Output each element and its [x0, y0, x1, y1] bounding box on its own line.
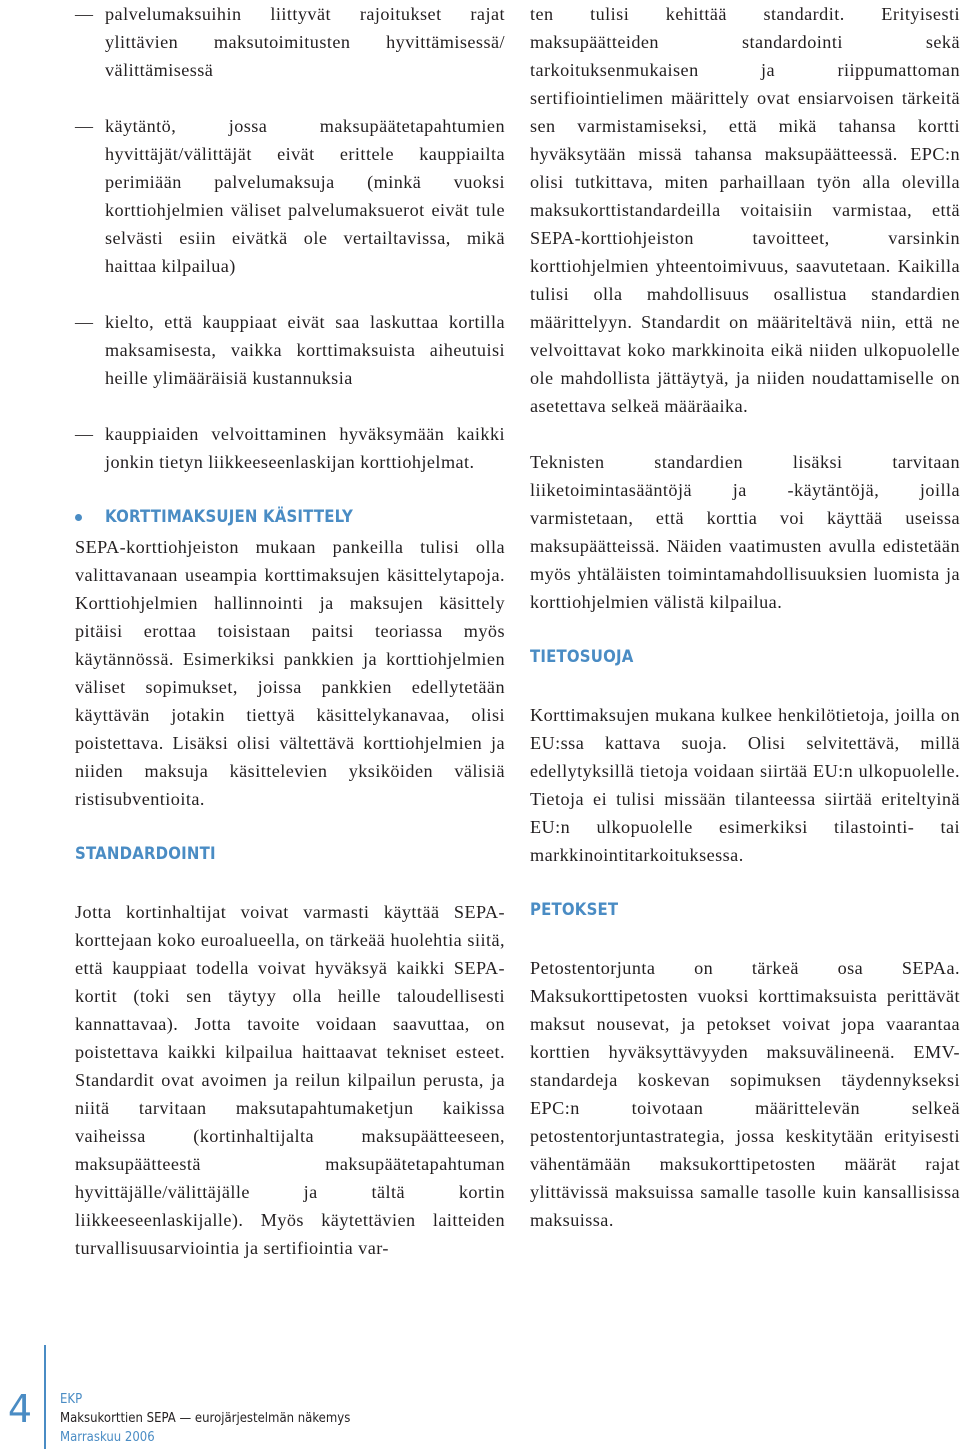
list-item [75, 420, 505, 476]
paragraph-continued: ten tulisi kehittää standardit. Erityisesti maksupäätteiden standardointi sekä tarkoituksenmukaisen ja riippumattoman sertifiointielimen määrittely ovat ensiarvoisen tärkeitä sen varmistamiseksi, että mikä tahansa kortti hyväksytään missä tahansa maksupäätteessä. EPC:n olisi tutkittava, miten parhaillaan työn alla olevilla maksukorttistandardeilla voitaisiin varmistaa, että SEPA-korttiohjeiston tavoitteet, varsinkin korttiohjelmien yhteentoimivuus, saavutetaan. Kaikilla tulisi olla mahdollisuus osallistua standardien määrittelyyn. Standardit on määriteltävä niin, että ne velvoittavat koko markkinoita eikä niiden ulkopuolelle ole mahdollista jättäytyä, ja niiden noudattamiselle on asetettava selkeä määräaika. [530, 4, 960, 416]
dash-list [75, 0, 505, 476]
paragraph-data-protection: Korttimaksujen mukana kulkee henkilötietoja, joilla on EU:ssa kattava suoja. Olisi selvitettävä, millä edellytyksillä tietoja voidaan siirtää EU:n ulkopuolelle. Tietoja ei tulisi missään tilanteessa siirtää eriteltyinä EU:n ulkopuolelle esimerkiksi tilastointi- tai markkinointitarkoituksessa. [530, 705, 960, 865]
paragraph-fraud: Petostentorjunta on tärkeä osa SEPAa. Maksukorttipetosten vuoksi korttimaksuista perittävät maksut nousevat, ja petokset voivat jopa vaarantaa korttien hyväksyttävyyden maksuvälineenä. EMV-standardeja koskevan sopimuksen täydennykseksi EPC:n toivotaan määrittelevän selkeä petostentorjuntastrategia, jossa keskitytään erityisesti vähentämään maksukorttipetosten määrät rajat ylittävissä maksuissa samalle tasolle kuin kansallisissa maksuissa. [530, 958, 960, 1230]
footer [60, 1390, 350, 1447]
list-item-text: käytäntö, jossa maksupäätetapahtumien hyvittäjät/välittäjät eivät erittele kauppiailta perimiään palvelumaksuja (minkä vuoksi korttiohjelmien väliset palvelumaksuerot eivät tule selvästi esiin eivätkä ole vertailtavissa, mikä haittaa kilpailua) [105, 116, 505, 276]
bullet-dot-icon [75, 514, 82, 521]
footer-divider [44, 1345, 46, 1449]
heading-data-protection: TIETOSUOJA [530, 647, 634, 667]
list-item [75, 308, 505, 392]
dash-bullet: — [75, 4, 93, 24]
list-item-text: kauppiaiden velvoittaminen hyväksymään kaikki jonkin tietyn liikkeeseenlaskijan korttiohjelmat. [105, 424, 505, 472]
right-column [530, 0, 960, 1234]
dash-bullet: — [75, 312, 93, 332]
list-item [75, 0, 505, 84]
paragraph-technical: Teknisten standardien lisäksi tarvitaan liiketoimintasääntöjä ja -käytäntöjä, joilla varmistetaan, että korttia voi käyttää useissa maksupäätteissä. Näiden vaatimusten avulla edistetään myös yhtäläisten toimintamahdollisuuksien luomista ja korttiohjelmien välistä kilpailua. [530, 452, 960, 612]
paragraph-processing: SEPA-korttiohjeiston mukaan pankeilla tulisi olla valittavanaan useampia korttimaksujen käsittelytapoja. Korttiohjelmien hallinnointi ja maksujen käsittely pitäisi erottaa toisistaan paitsi teoriassa myös käytännössä. Esimerkiksi pankkien ja korttiohjelmien väliset sopimukset, joissa pankkien edellytetään käyttävän jotakin tiettyä käsittelykanavaa, olisi poistettava. Lisäksi olisi vältettävä korttiohjelmien ja niiden maksuja käsittelevien yksiköiden välisiä ristisubventioita. [75, 537, 505, 809]
list-item [75, 112, 505, 280]
heading-fraud: PETOKSET [530, 900, 619, 920]
heading-processing: KORTTIMAKSUJEN KÄSITTELY [105, 507, 354, 527]
footer-title: Maksukorttien SEPA — eurojärjestelmän näkemys [60, 1411, 351, 1426]
section-heading-processing [0, 504, 505, 530]
footer-date: Marraskuu 2006 [60, 1430, 155, 1445]
list-item-text: kielto, että kauppiaat eivät saa laskuttaa kortilla maksamisesta, vaikka korttimaksuista aiheutuisi heille ylimääräisiä kustannuksia [105, 312, 505, 388]
heading-standardisation: STANDARDOINTI [75, 844, 216, 864]
list-item-text: palvelumaksuihin liittyvät rajoitukset rajat ylittävien maksutoimitusten hyvittämisessä/ välittämisessä [105, 4, 505, 80]
page-number: 4 [7, 1387, 33, 1431]
left-column [75, 0, 505, 1262]
dash-bullet: — [75, 116, 93, 136]
paragraph-standardisation: Jotta kortinhaltijat voivat varmasti käyttää SEPA-korttejaan koko euroalueella, on tärkeää huolehtia siitä, että kauppiaat todella voivat hyväksyä kaikki SEPA-kortit (toki sen täytyy olla heille taloudellisesti kannattavaa). Jotta tavoite voidaan saavuttaa, on poistettava kaikki kilpailua haittaavat tekniset esteet. Standardit ovat avoimen ja reilun kilpailun perusta, ja niitä tarvitaan maksutapahtumaketjun kaikissa vaiheissa (kortinhaltijalta maksupäätteeseen, maksupäätteestä maksupäätetapahtuman hyvittäjälle/välittäjälle ja tältä kortin liikkeeseenlaskijalle). Myös käytettävien laitteiden turvallisuusarviointia ja sertifiointia var- [75, 902, 505, 1258]
footer-org: EKP [60, 1392, 83, 1407]
dash-bullet: — [75, 424, 93, 444]
